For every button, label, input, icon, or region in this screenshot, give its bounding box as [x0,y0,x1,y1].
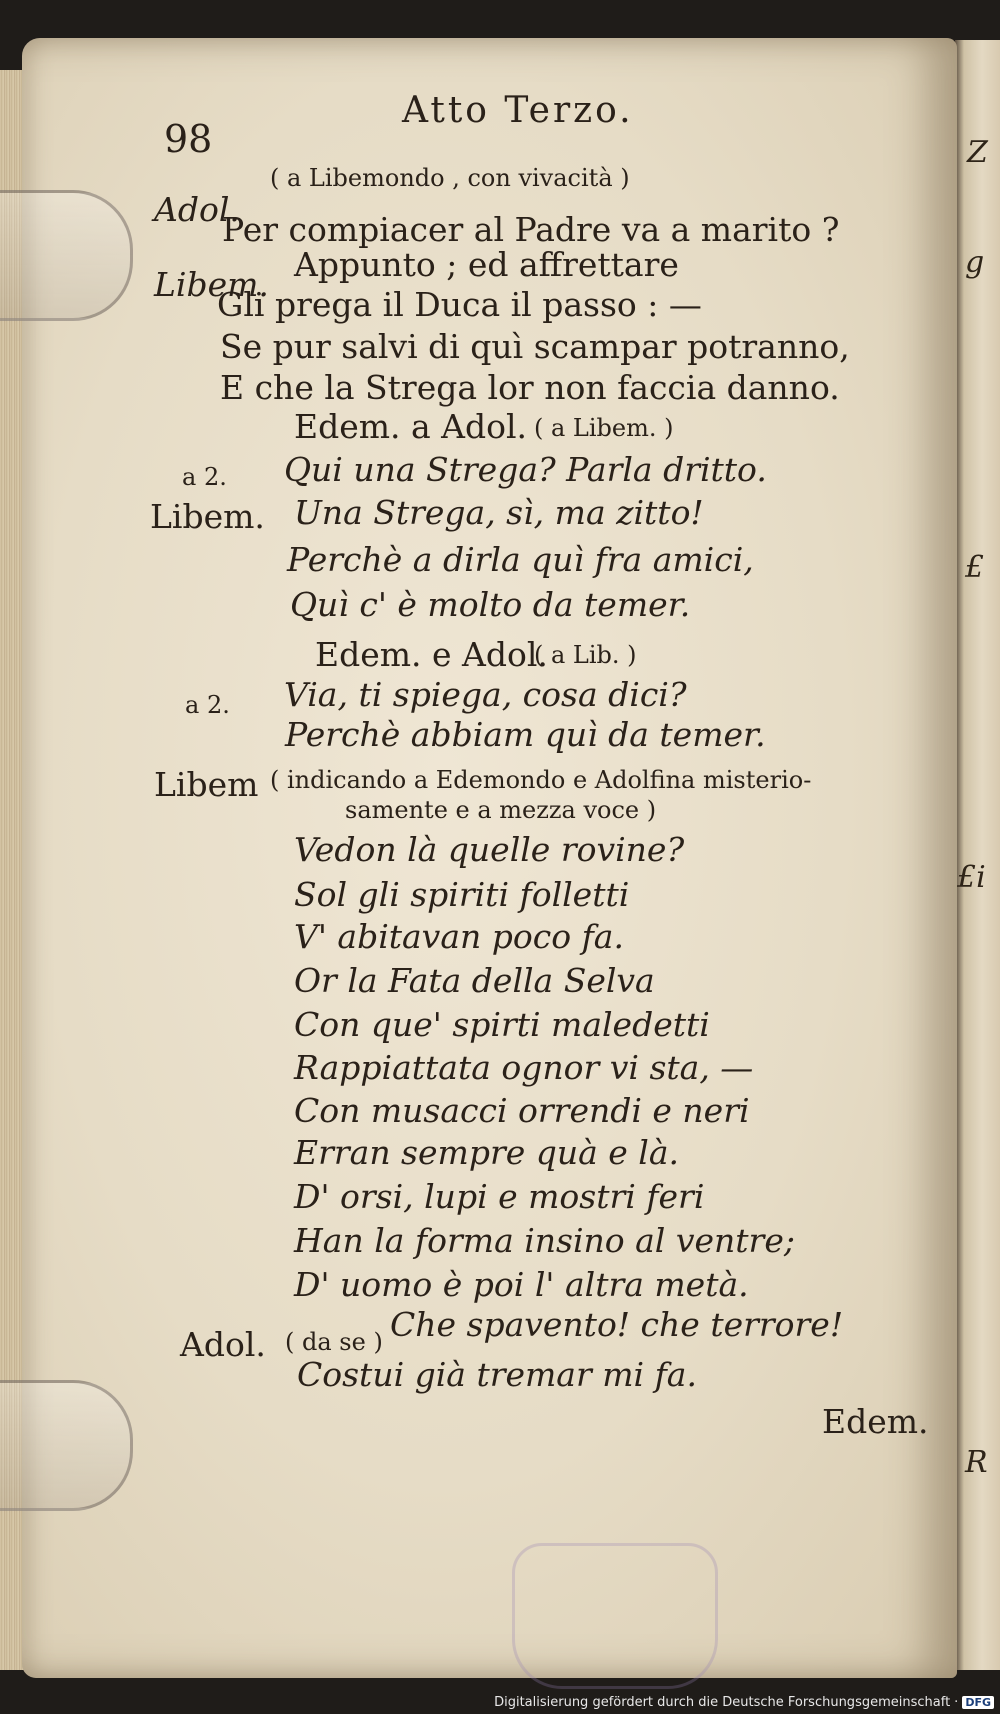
speaker-label: a 2. [182,463,227,491]
speaker-label: Libem. [150,497,265,536]
verse-line: Vedon là quelle rovine? [294,830,685,869]
facing-page-glyph: Z [967,135,988,170]
dfg-logo: DFG [962,1696,994,1709]
speaker-label: Adol. [180,1325,266,1364]
book-page [22,38,957,1678]
stage-direction: samente e a mezza voce ) [345,796,657,824]
verse-line: Che spavento! che terrore! [390,1305,844,1344]
facing-page-glyph: £ [965,550,985,585]
stage-direction: ( a Lib. ) [534,641,637,669]
verse-line: Costui già tremar mi fa. [297,1355,697,1394]
stage-direction: ( da se ) [285,1328,383,1356]
stage-direction: ( a Libemondo , con vivacità ) [270,164,630,192]
verse-line: Or la Fata della Selva [294,961,655,1000]
speaker-label: Libem. [154,265,269,304]
facing-page-glyph: g [965,245,985,280]
speaker-label: Edem. a Adol. [294,407,528,446]
speaker-label: Edem. e Adol. [315,635,548,674]
speaker-label: a 2. [185,691,230,719]
verse-line: Una Strega, sì, ma zitto! [294,493,704,532]
catchword: Edem. [822,1402,929,1441]
speaker-label: Adol. [154,190,240,229]
verse-line: Qui una Strega? Parla dritto. [284,450,767,489]
page-clip-top [0,190,133,321]
verse-line: Con musacci orrendi e neri [294,1091,750,1130]
digitization-credit: Digitalisierung gefördert durch die Deutsche Forschungsgemeinschaft · DFG [494,1692,994,1712]
verse-line: Se pur salvi di quì scampar potranno, [220,327,850,366]
verse-line: Con que' spirti maledetti [294,1005,710,1044]
verse-line: Sol gli spiriti folletti [294,875,630,914]
speaker-label: Libem [154,765,259,804]
facing-page-glyph: R [965,1445,988,1480]
stage-direction: ( indicando a Edemondo e Adolfina misterio- [270,766,812,794]
verse-line: Per compiacer al Padre va a marito ? [222,210,840,249]
verse-line: Appunto ; ed affrettare [294,245,679,284]
verse-line: Perchè a dirla quì fra amici, [287,540,754,579]
page-number: 98 [164,117,213,161]
verse-line: E che la Strega lor non faccia danno. [220,368,840,407]
facing-page-glyph: £i [957,860,986,895]
verse-line: Quì c' è molto da temer. [290,585,691,624]
verse-line: Via, ti spiega, cosa dici? [284,675,687,714]
verse-line: Erran sempre quà e là. [294,1133,680,1172]
facing-page-edge [955,40,1000,1670]
page-clip-bottom [0,1380,133,1511]
verse-line: Gli prega il Duca il passo : — [217,285,702,324]
verse-line: D' uomo è poi l' altra metà. [294,1265,749,1304]
stage-direction: ( a Libem. ) [534,414,674,442]
library-stamp [512,1543,718,1689]
verse-line: D' orsi, lupi e mostri feri [294,1177,705,1216]
running-title: Atto Terzo. [402,90,634,131]
verse-line: Rappiattata ognor vi sta, — [294,1048,754,1087]
verse-line: V' abitavan poco fa. [294,917,624,956]
verse-line: Perchè abbiam quì da temer. [285,715,766,754]
credit-text: Digitalisierung gefördert durch die Deutsche Forschungsgemeinschaft [494,1694,951,1710]
verse-line: Han la forma insino al ventre; [294,1221,795,1260]
